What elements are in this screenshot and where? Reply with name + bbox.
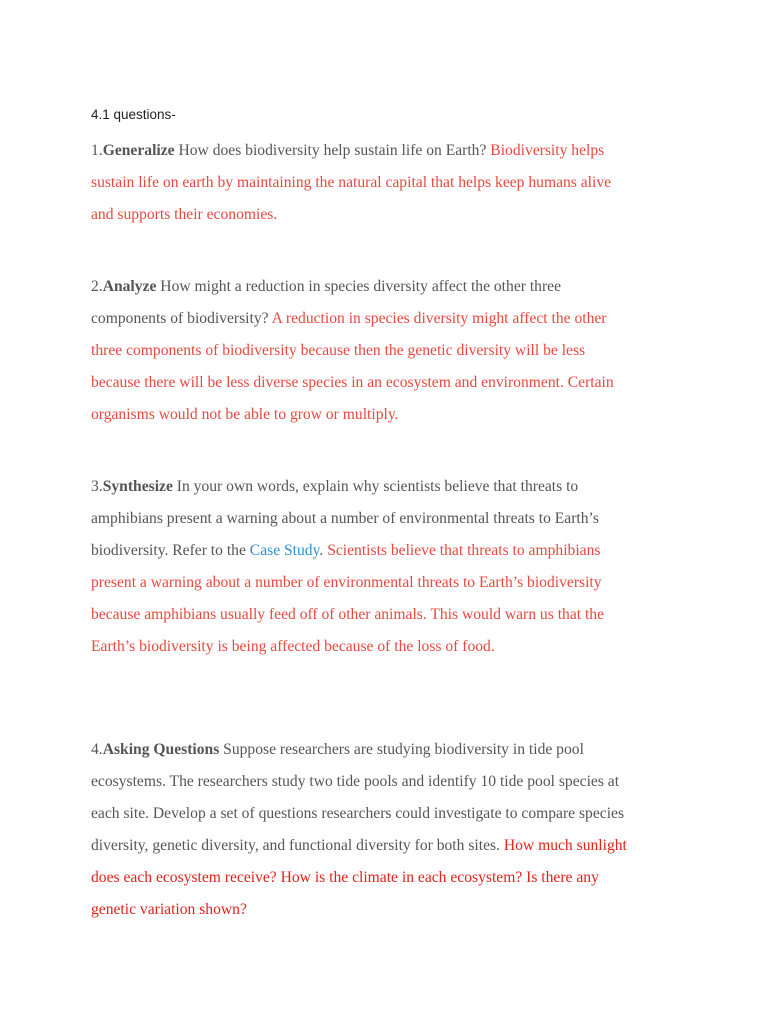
question-prompt: How might a reduction in species diversity affect the other three components of biodiversity? <box>91 278 561 327</box>
question-number: 2. <box>91 278 103 295</box>
question-prompt: Suppose researchers are studying biodiversity in tide pool ecosystems. The researchers study two tide pools and identify 10 tide pool species at each site. Develop a set of questions researchers could investigate to compare species diversity, genetic diversity, and functional diversity for both sites. <box>91 741 625 854</box>
question-prompt: In your own words, explain why scientists believe that threats to amphibians present a warning about a number of environmental threats to Earth’s biodiversity. Refer to the <box>91 478 599 559</box>
question-4 <box>91 734 631 926</box>
question-keyword: Synthesize <box>102 478 173 495</box>
question-number: 1. <box>91 142 103 159</box>
section-heading: 4.1 questions- <box>91 107 176 122</box>
question-number: 4. <box>91 741 103 758</box>
question-keyword: Asking Questions <box>102 741 220 758</box>
question-answer: A reduction in species diversity might affect the other three components of biodiversity because then the genetic diversity will be less because there will be less diverse species in an ecosystem and environment. Certain organisms would not be able to grow or multiply. <box>91 310 614 423</box>
question-answer: Scientists believe that threats to amphibians present a warning about a number of environmental threats to Earth’s biodiversity because amphibians usually feed off of other animals. This would warn us that the Earth’s biodiversity is being affected because of the loss of food. <box>91 542 605 655</box>
question-prompt: How does biodiversity help sustain life on Earth? <box>174 142 491 159</box>
question-answer: Biodiversity helps sustain life on earth by maintaining the natural capital that helps keep humans alive and supports their economies. <box>91 142 612 223</box>
question-3 <box>91 471 631 663</box>
question-keyword: Generalize <box>102 142 175 159</box>
question-answer: How much sunlight does each ecosystem receive? How is the climate in each ecosystem? Is there any genetic variation shown? <box>91 837 627 918</box>
case-study-link[interactable]: Case Study <box>249 542 320 559</box>
question-prompt-end: . <box>319 542 328 559</box>
question-2 <box>91 271 631 431</box>
question-1 <box>91 135 631 231</box>
question-keyword: Analyze <box>102 278 157 295</box>
question-number: 3. <box>91 478 103 495</box>
